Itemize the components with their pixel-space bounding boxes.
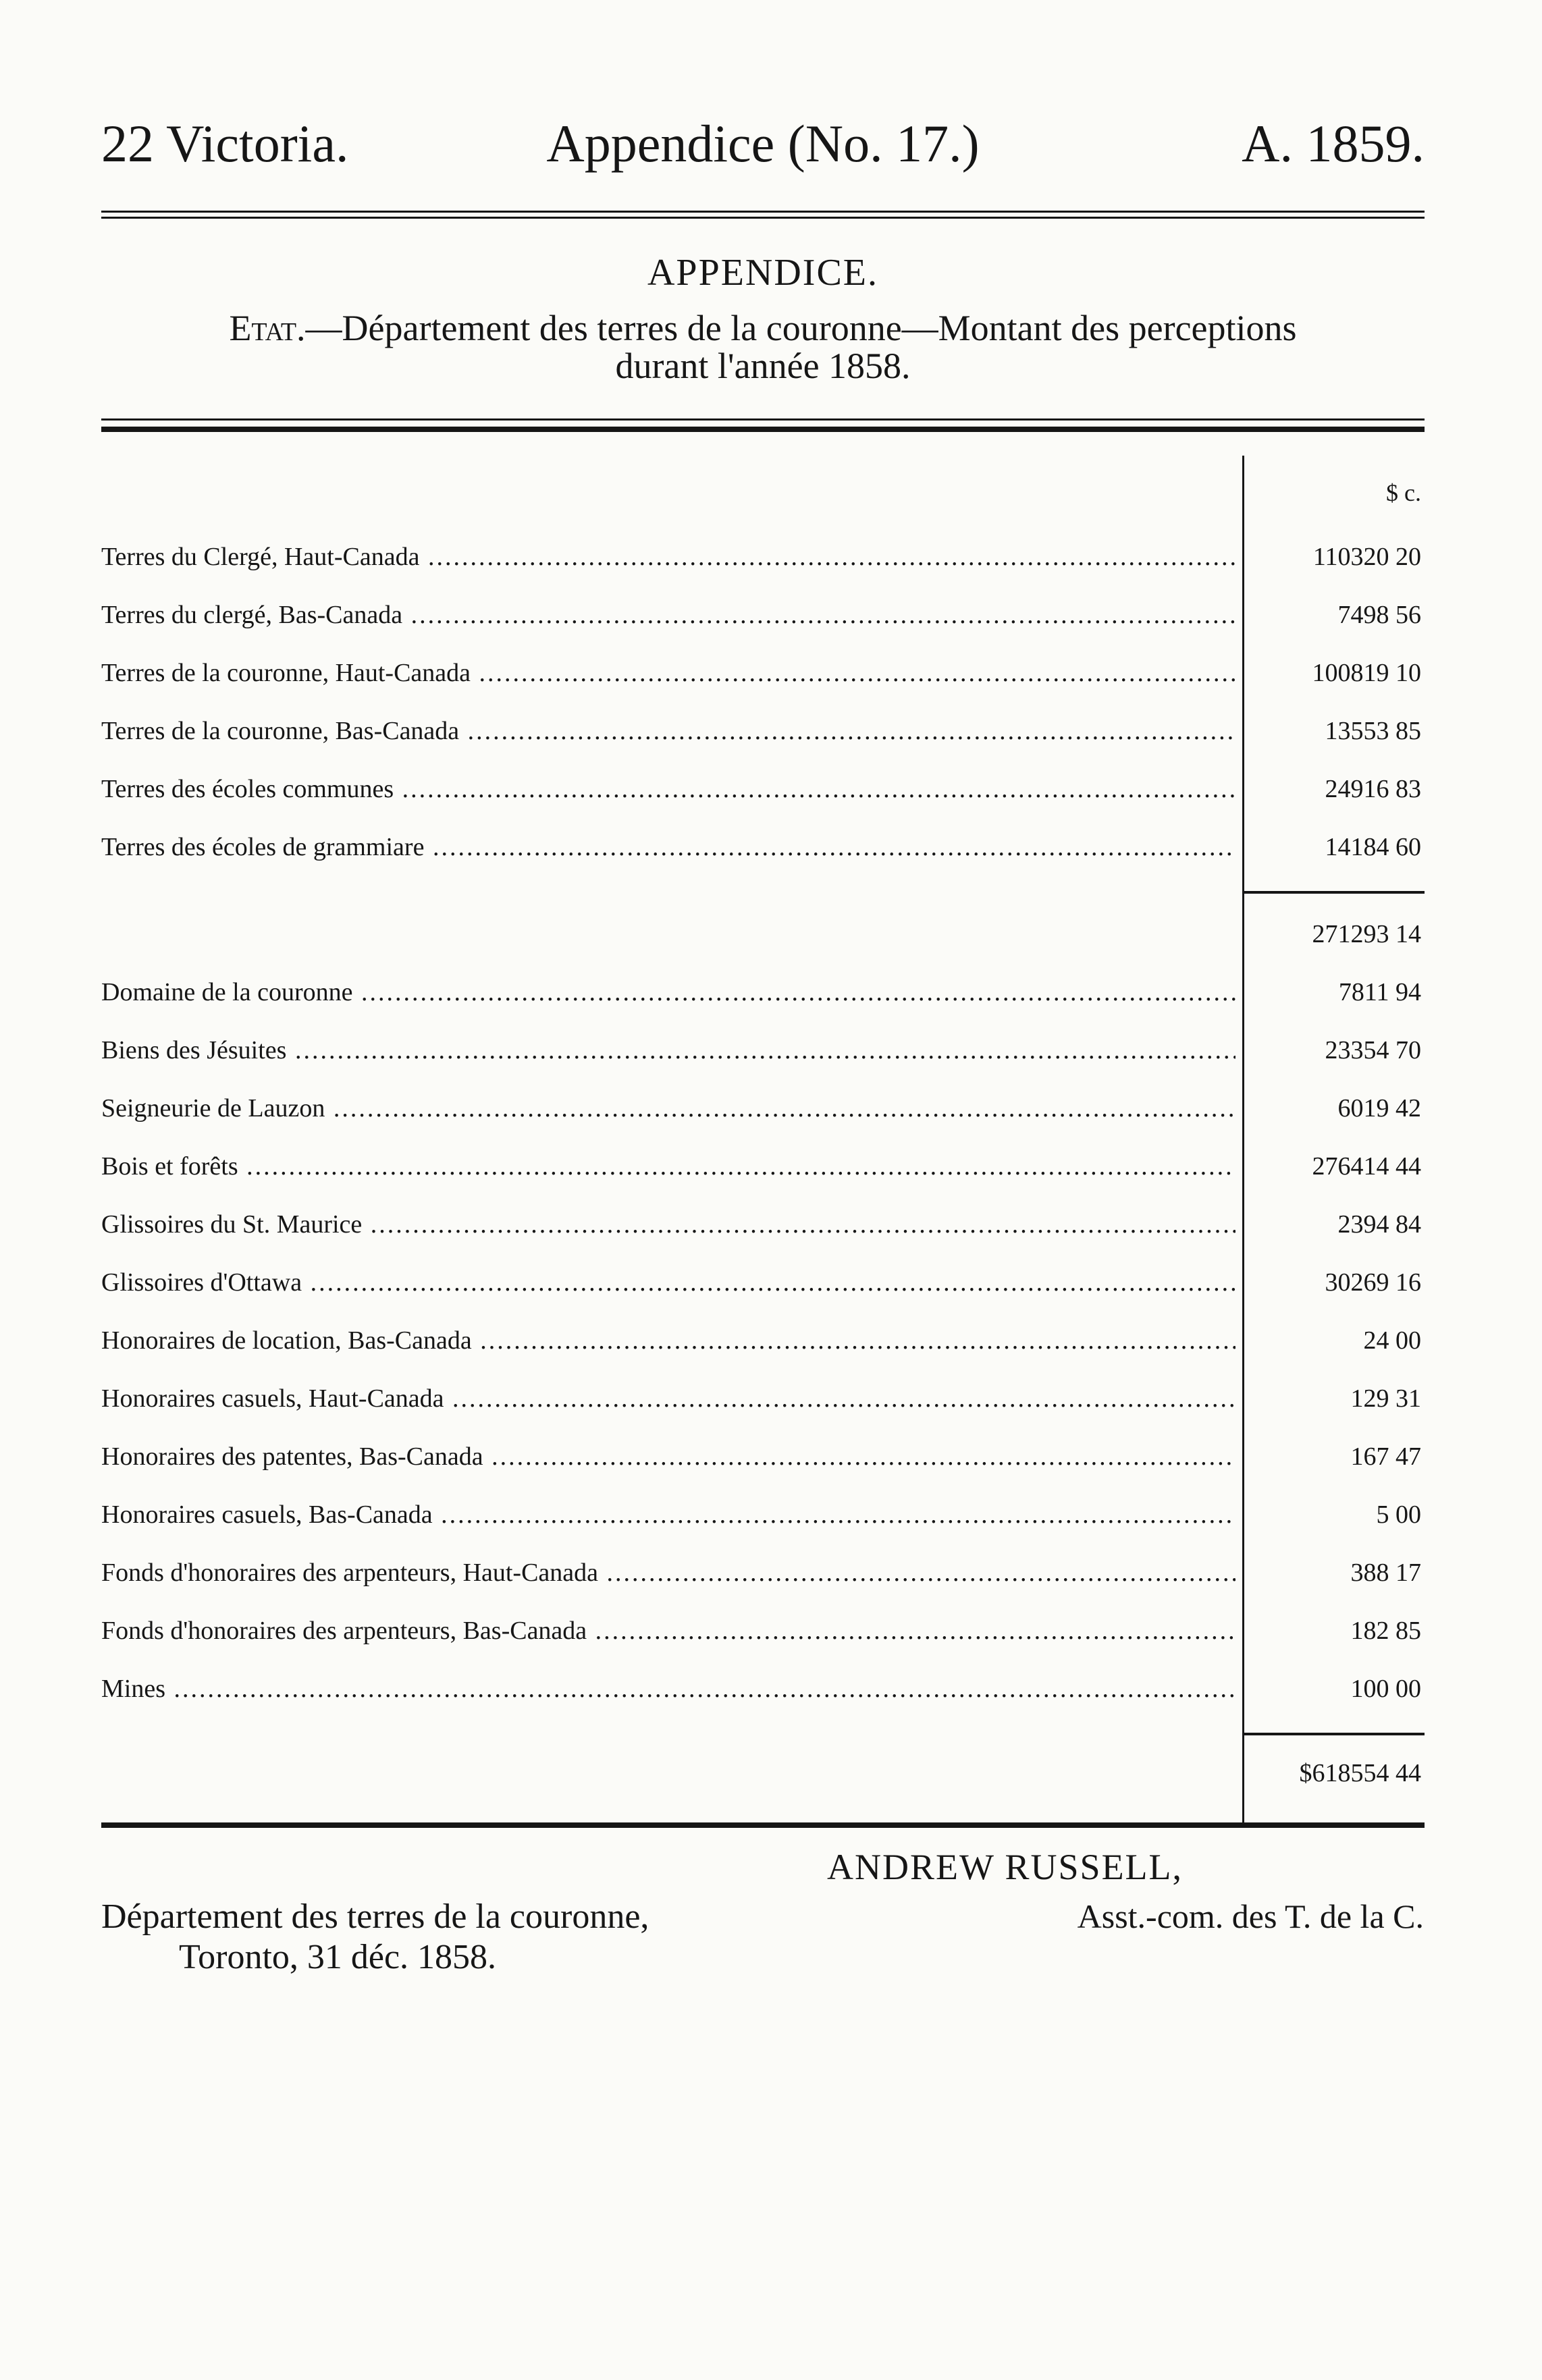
table-rule-top-thick xyxy=(101,427,1425,432)
table-rule-top-thin xyxy=(101,418,1425,421)
row-value: 13553 85 xyxy=(1325,717,1421,745)
issuing-department: Département des terres de la couronne, xyxy=(101,1897,649,1936)
place-and-date: Toronto, 31 déc. 1858. xyxy=(179,1938,497,1976)
table-row xyxy=(101,1500,1425,1540)
subtotal-rule xyxy=(1244,891,1425,894)
table-row xyxy=(101,1442,1425,1482)
row-label: Honoraires de location, Bas-Canada ..... xyxy=(101,1326,1235,1355)
document-title: APPENDICE. xyxy=(647,252,879,294)
row-value: 24916 83 xyxy=(1325,775,1421,803)
subtotal-value: 271293 14 xyxy=(1312,920,1421,948)
header-appendix-number: Appendice (No. 17.) xyxy=(546,114,980,173)
row-value: 23354 70 xyxy=(1325,1036,1421,1064)
row-value: 276414 44 xyxy=(1312,1152,1421,1181)
row-value: 167 47 xyxy=(1350,1442,1421,1471)
caption-lead: Etat. xyxy=(229,308,306,348)
table-row xyxy=(101,1152,1425,1192)
row-label: Seigneurie de Lauzon ..... xyxy=(101,1093,1235,1123)
header-session: 22 Victoria. xyxy=(101,114,349,173)
row-label: Terres du clergé, Bas-Canada ..... xyxy=(101,600,1235,630)
header-rule-top xyxy=(101,211,1425,213)
total-rule xyxy=(1244,1733,1425,1735)
total-value: $618554 44 xyxy=(1299,1759,1421,1787)
row-label: Honoraires casuels, Haut-Canada ..... xyxy=(101,1384,1235,1413)
row-value: 24 00 xyxy=(1363,1326,1421,1355)
row-label: Fonds d'honoraires des arpenteurs, Haut-Canada ..... xyxy=(101,1558,1235,1588)
row-label: Terres des écoles de grammiare ..... xyxy=(101,832,1235,862)
receipts-table xyxy=(101,456,1425,1822)
table-row xyxy=(101,1210,1425,1250)
row-value: 7498 56 xyxy=(1337,601,1421,629)
caption-line2: durant l'année 1858. xyxy=(615,346,911,386)
row-label: Biens des Jésuites ..... xyxy=(101,1035,1235,1065)
signature-title: Asst.-com. des T. de la C. xyxy=(1077,1897,1424,1935)
table-row xyxy=(101,977,1425,1018)
row-value: 182 85 xyxy=(1350,1617,1421,1645)
row-label: Terres des écoles communes ..... xyxy=(101,774,1235,804)
table-row xyxy=(101,1326,1425,1366)
table-row xyxy=(101,1093,1425,1134)
header-year: A. 1859. xyxy=(1242,114,1425,173)
row-value: 100819 10 xyxy=(1312,659,1421,687)
row-value: 14184 60 xyxy=(1325,833,1421,861)
header-rule-bottom xyxy=(101,217,1425,219)
row-label: Honoraires casuels, Bas-Canada ..... xyxy=(101,1500,1235,1530)
row-label: Domaine de la couronne ..... xyxy=(101,977,1235,1007)
row-value: 129 31 xyxy=(1350,1384,1421,1413)
table-row xyxy=(101,658,1425,699)
row-label: Mines ..... xyxy=(101,1674,1235,1704)
row-value: 388 17 xyxy=(1350,1559,1421,1587)
table-row xyxy=(101,1268,1425,1308)
table-row xyxy=(101,774,1425,815)
table-row xyxy=(101,832,1425,873)
caption-rest: —Département des terres de la couronne—Montant des perceptions xyxy=(305,308,1297,348)
table-row xyxy=(101,1384,1425,1424)
table-row xyxy=(101,542,1425,583)
document-caption xyxy=(101,309,1425,385)
table-row xyxy=(101,600,1425,641)
table-row xyxy=(101,716,1425,757)
total-row xyxy=(101,1758,1425,1799)
table-row xyxy=(101,1558,1425,1598)
row-label: Terres de la couronne, Bas-Canada ..... xyxy=(101,716,1235,746)
row-value: 6019 42 xyxy=(1337,1094,1421,1123)
table-row xyxy=(101,1674,1425,1714)
subtotal-row xyxy=(101,919,1425,960)
row-value: 110320 20 xyxy=(1312,543,1421,571)
table-rule-bottom xyxy=(101,1822,1425,1828)
row-label: Terres de la couronne, Haut-Canada ..... xyxy=(101,658,1235,688)
row-label: Bois et forêts ..... xyxy=(101,1152,1235,1181)
row-value: 100 00 xyxy=(1350,1675,1421,1703)
signature-name: ANDREW RUSSELL, xyxy=(827,1847,1184,1887)
row-label: Glissoires du St. Maurice ..... xyxy=(101,1210,1235,1239)
table-row xyxy=(101,1035,1425,1076)
row-label: Glissoires d'Ottawa ..... xyxy=(101,1268,1235,1297)
table-row xyxy=(101,1616,1425,1656)
page-header xyxy=(101,113,1425,174)
row-value: 2394 84 xyxy=(1337,1210,1421,1239)
row-value: 5 00 xyxy=(1376,1500,1421,1529)
row-label: Honoraires des patentes, Bas-Canada ..... xyxy=(101,1442,1235,1471)
row-value: 7811 94 xyxy=(1338,978,1421,1006)
row-label: Terres du Clergé, Haut-Canada ..... xyxy=(101,542,1235,572)
row-value: 30269 16 xyxy=(1325,1268,1421,1297)
row-label: Fonds d'honoraires des arpenteurs, Bas-Canada ..... xyxy=(101,1616,1235,1646)
currency-header: $ c. xyxy=(1386,479,1421,506)
